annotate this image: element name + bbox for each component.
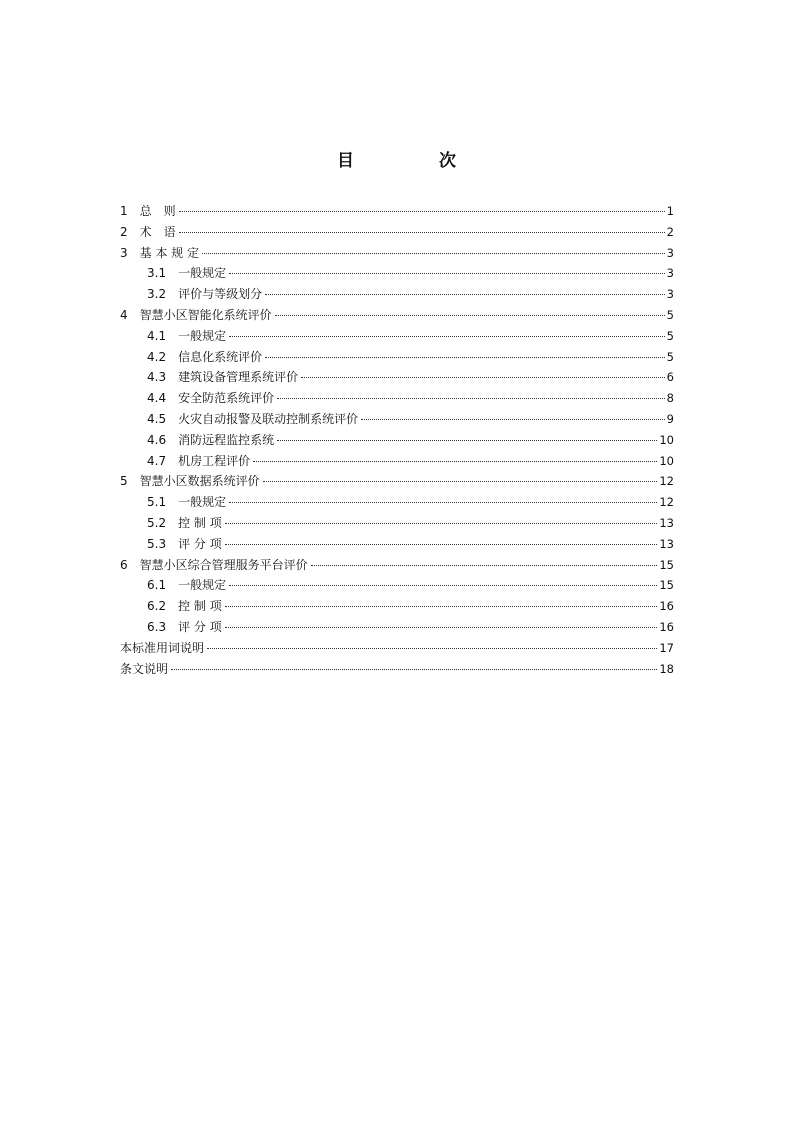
toc-page: 18 (659, 661, 674, 676)
toc-label: 术 语 (139, 224, 176, 239)
toc-leader (225, 606, 658, 607)
toc-page: 3 (666, 287, 674, 302)
toc-page: 10 (659, 432, 674, 447)
toc-page: 12 (659, 495, 674, 510)
toc-leader (275, 315, 665, 316)
toc-page: 9 (666, 411, 674, 426)
toc-entry-3[interactable] (120, 243, 674, 264)
toc-label: 评 分 项 (178, 536, 222, 551)
toc-entry-4-6[interactable] (120, 430, 674, 451)
toc-label: 建筑设备管理系统评价 (178, 370, 299, 385)
toc-leader (265, 294, 665, 295)
toc-entry-2[interactable] (120, 222, 674, 243)
toc-page: 13 (659, 536, 674, 551)
toc-label: 评价与等级划分 (178, 287, 263, 302)
toc-label: 火灾自动报警及联动控制系统评价 (178, 411, 359, 426)
toc-label: 机房工程评价 (178, 453, 251, 468)
toc-page: 16 (659, 619, 674, 634)
toc-page: 15 (659, 557, 674, 572)
toc-label: 评 分 项 (178, 619, 222, 634)
toc-page: 17 (659, 640, 674, 655)
toc-leader (253, 461, 657, 462)
toc-number: 5.1 (147, 495, 179, 510)
toc-entry-terms-usage[interactable] (120, 638, 674, 659)
toc-leader (225, 544, 658, 545)
toc-entry-6-2[interactable] (120, 596, 674, 617)
toc-leader (301, 377, 665, 378)
toc-entry-explanation[interactable] (120, 659, 674, 680)
toc-label: 一般规定 (178, 495, 227, 510)
toc-entry-6[interactable] (120, 555, 674, 576)
toc-number: 5 (120, 474, 140, 489)
toc-page: 16 (659, 599, 674, 614)
toc-label: 一般规定 (178, 266, 227, 281)
toc-leader (179, 211, 665, 212)
toc-number: 4.4 (147, 391, 179, 406)
toc-number: 4.3 (147, 370, 179, 385)
toc-leader (229, 585, 657, 586)
toc-leader (311, 565, 658, 566)
toc-label: 一般规定 (178, 578, 227, 593)
toc-page: 12 (659, 474, 674, 489)
toc-leader (225, 627, 658, 628)
toc-number: 3.1 (147, 266, 179, 281)
toc-page: 10 (659, 453, 674, 468)
toc-entry-5-1[interactable] (120, 492, 674, 513)
toc-leader (225, 523, 658, 524)
toc-page: 5 (666, 349, 674, 364)
toc-entry-1[interactable] (120, 201, 674, 222)
toc-number: 2 (120, 224, 140, 239)
toc-label: 安全防范系统评价 (178, 391, 275, 406)
toc-entry-4-2[interactable] (120, 347, 674, 368)
toc-number: 6.2 (147, 599, 179, 614)
page-title: 目 次 (337, 151, 490, 171)
toc-number: 6.1 (147, 578, 179, 593)
toc-leader (229, 336, 665, 337)
toc-entry-4-4[interactable] (120, 388, 674, 409)
toc-number: 4.1 (147, 328, 179, 343)
toc-leader (229, 273, 665, 274)
toc-label: 智慧小区数据系统评价 (139, 474, 260, 489)
toc-number: 4 (120, 307, 140, 322)
toc-entry-4-3[interactable] (120, 367, 674, 388)
toc-number: 4.2 (147, 349, 179, 364)
toc-number: 5.3 (147, 536, 179, 551)
toc-number: 6.3 (147, 619, 179, 634)
toc-entry-5-3[interactable] (120, 534, 674, 555)
toc-leader (229, 502, 657, 503)
toc-page: 8 (666, 391, 674, 406)
toc-label: 本标准用词说明 (120, 640, 205, 655)
toc-leader (277, 440, 657, 441)
toc-label: 信息化系统评价 (178, 349, 263, 364)
toc-leader (265, 357, 665, 358)
toc-page: 3 (666, 245, 674, 260)
toc-entry-4-7[interactable] (120, 451, 674, 472)
toc-page: 5 (666, 307, 674, 322)
toc-leader (361, 419, 665, 420)
toc-number: 6 (120, 557, 140, 572)
toc-number: 1 (120, 204, 140, 218)
toc-number: 4.5 (147, 411, 179, 426)
toc-leader (277, 398, 665, 399)
toc-number: 4.7 (147, 453, 179, 468)
toc-leader (207, 648, 657, 649)
toc-entry-6-3[interactable] (120, 617, 674, 638)
toc-number: 5.2 (147, 515, 179, 530)
toc-number: 4.6 (147, 432, 179, 447)
toc-label: 消防远程监控系统 (178, 432, 275, 447)
toc-label: 智慧小区智能化系统评价 (139, 307, 272, 322)
toc-label: 智慧小区综合管理服务平台评价 (139, 557, 308, 572)
toc-label: 控 制 项 (178, 599, 222, 614)
toc-entry-4[interactable] (120, 305, 674, 326)
toc-page: 2 (666, 224, 674, 239)
toc-label: 条文说明 (120, 661, 169, 676)
toc-page: 1 (666, 204, 674, 218)
table-of-contents (120, 201, 674, 679)
toc-number: 3 (120, 245, 140, 260)
toc-page: 13 (659, 515, 674, 530)
toc-page: 15 (659, 578, 674, 593)
toc-entry-3-2[interactable] (120, 284, 674, 305)
toc-label: 基 本 规 定 (139, 245, 200, 260)
toc-label: 总 则 (139, 204, 176, 218)
toc-page: 5 (666, 328, 674, 343)
toc-entry-5[interactable] (120, 471, 674, 492)
toc-label: 一般规定 (178, 328, 227, 343)
toc-page: 6 (666, 370, 674, 385)
toc-leader (202, 253, 665, 254)
toc-page: 3 (666, 266, 674, 281)
toc-leader (263, 481, 658, 482)
toc-entry-4-1[interactable] (120, 326, 674, 347)
toc-number: 3.2 (147, 287, 179, 302)
toc-leader (171, 669, 657, 670)
toc-entry-3-1[interactable] (120, 263, 674, 284)
toc-entry-6-1[interactable] (120, 575, 674, 596)
toc-label: 控 制 项 (178, 515, 222, 530)
toc-entry-4-5[interactable] (120, 409, 674, 430)
toc-entry-5-2[interactable] (120, 513, 674, 534)
toc-leader (179, 232, 665, 233)
